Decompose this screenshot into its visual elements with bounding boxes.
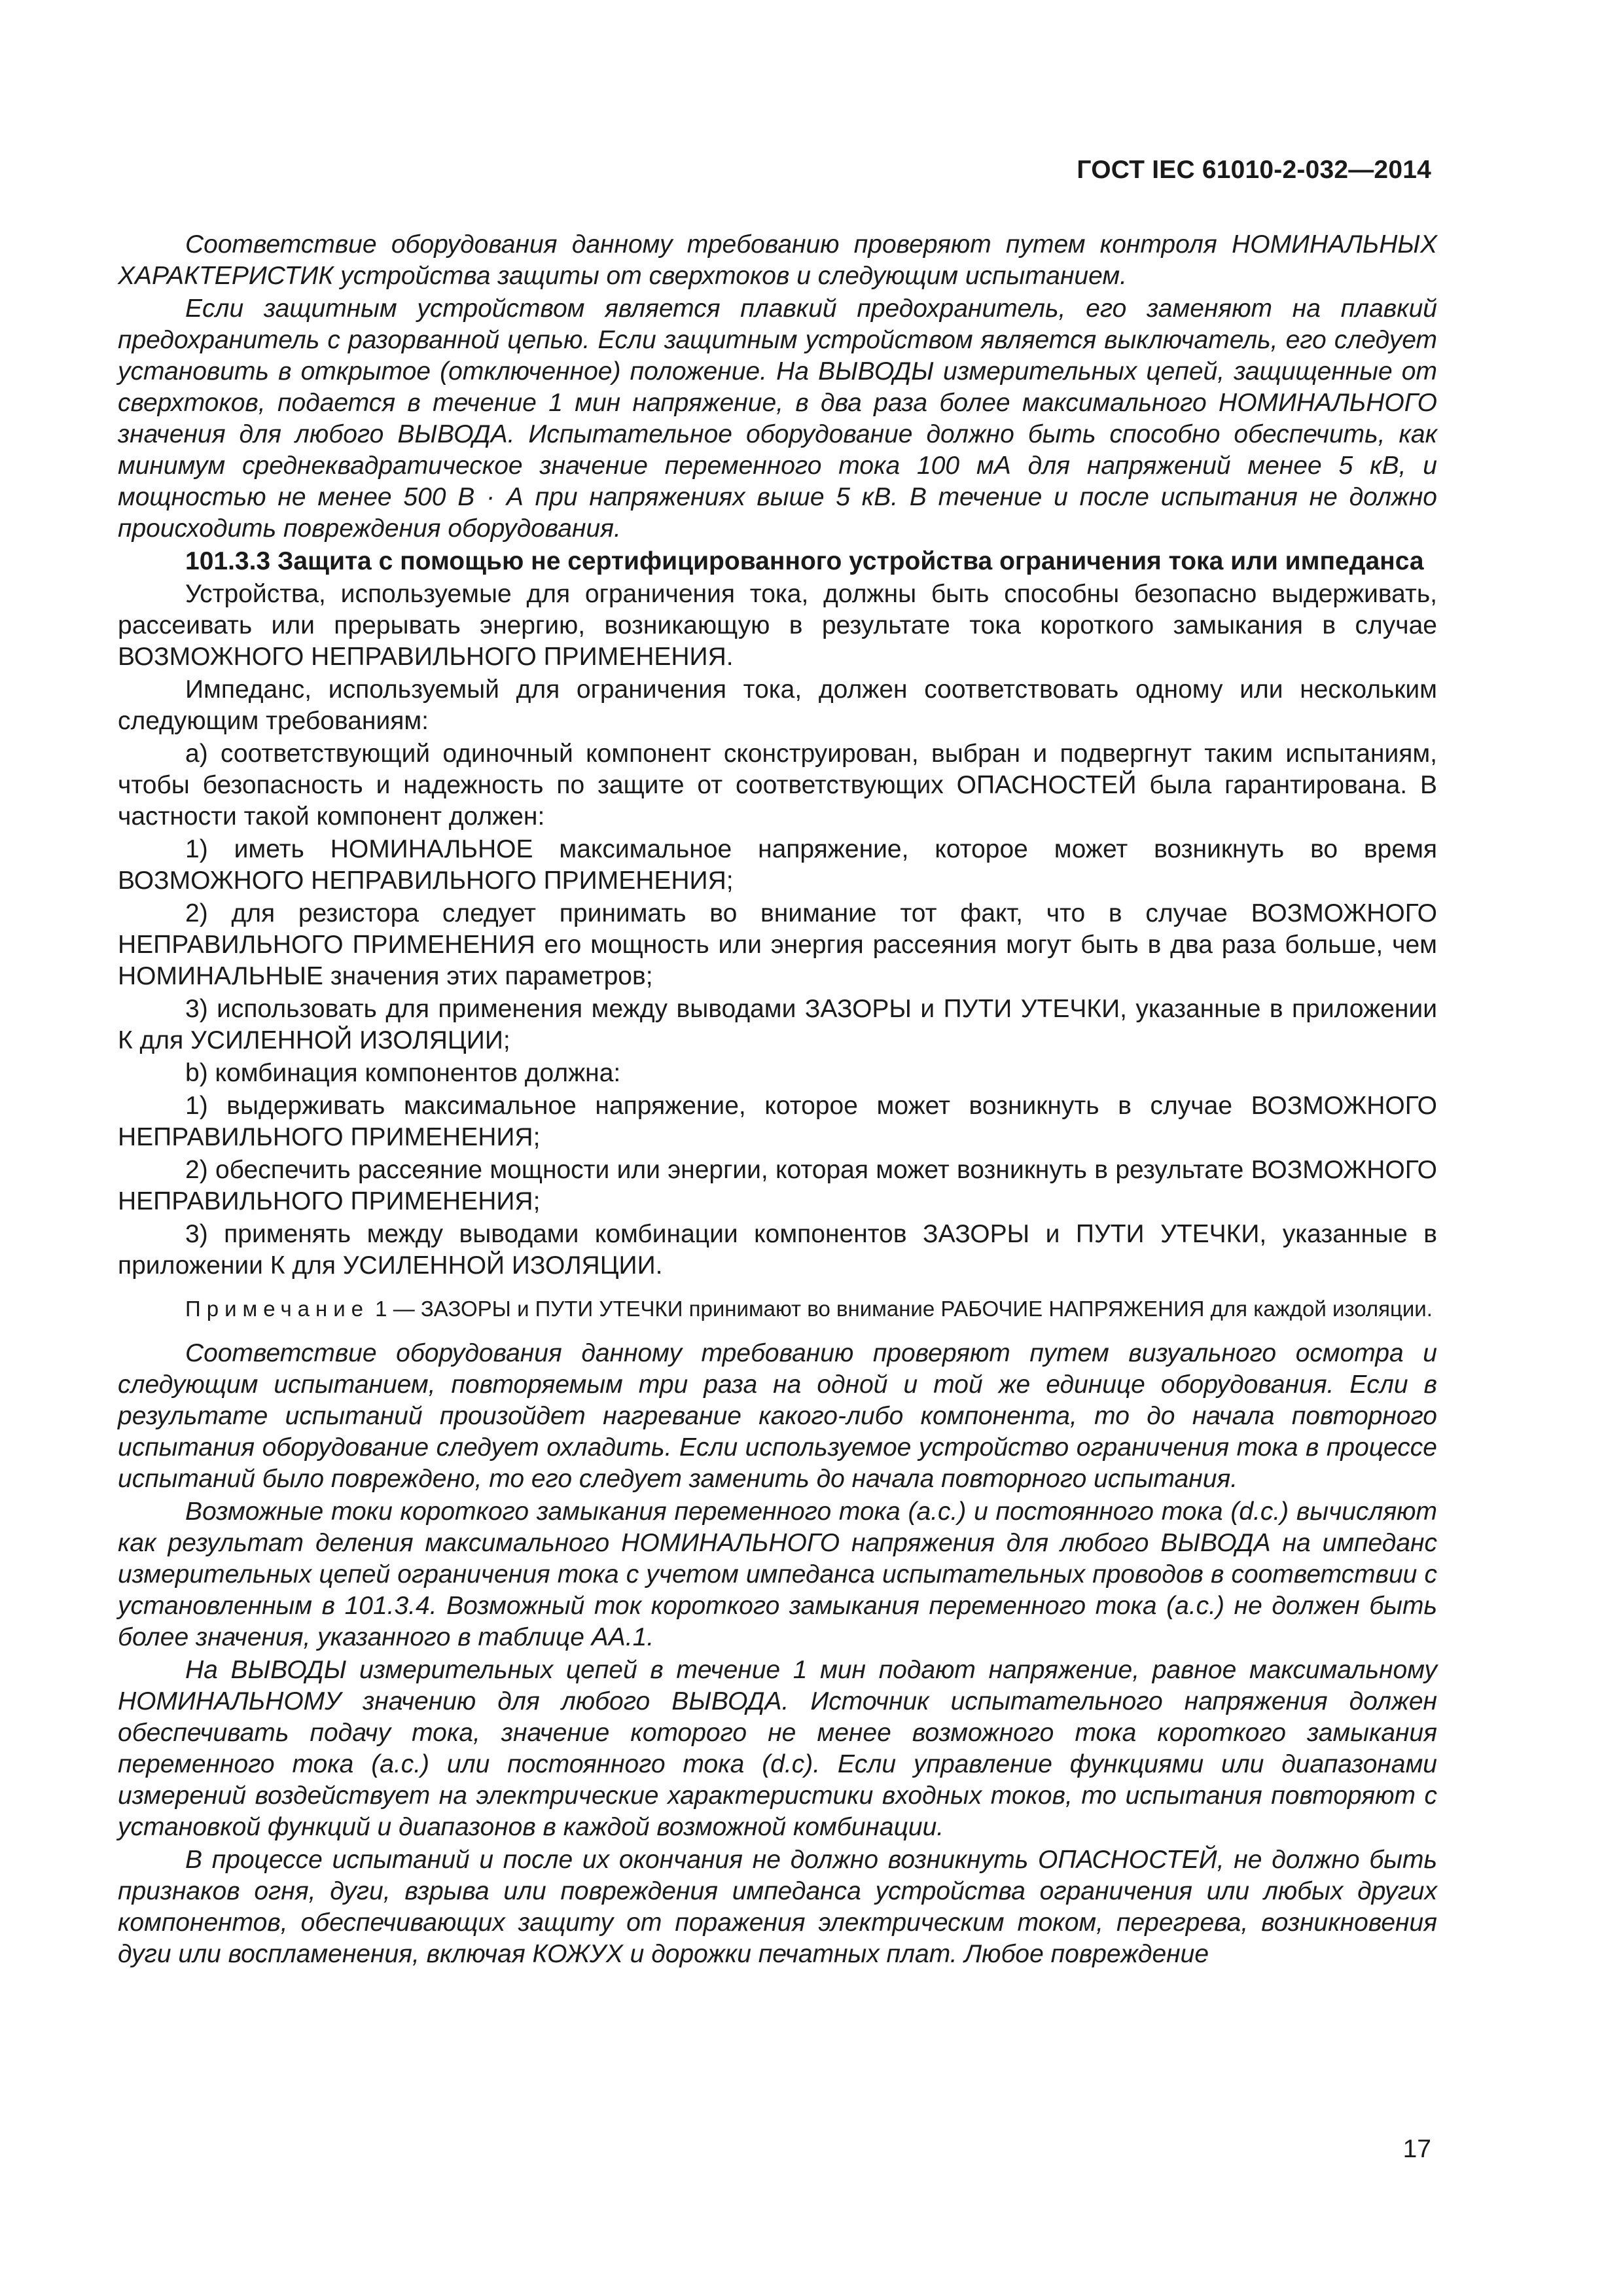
paragraph-terminal-voltage: На ВЫВОДЫ измерительных цепей в течение 1 мин подают напряжение, равное максимальному НОМИНАЛЬНОМУ значению для любого ВЫВОДА. Источник испытательного напряжения должен обеспечивать подачу тока, значение которого не менее возможного тока короткого замыкания переменного тока (a.c.) или постоянного тока (d.c). Если управление функциями или диапазонами измерений воздействует на электрические характеристики входных токов, то испытания повторяют с установкой функций и диапазонов в каждой возможной комбинации.: [118, 1656, 1437, 1841]
page-number: 17: [1402, 2135, 1431, 2163]
note-label: Примечание: [185, 1297, 370, 1321]
list-item-a-3: 3) использовать для применения между выводами ЗАЗОРЫ и ПУТИ УТЕЧКИ, указанные в приложении К для УСИЛЕННОЙ ИЗОЛЯЦИИ;: [118, 995, 1437, 1054]
section-heading-101-3-3: 101.3.3 Защита с помощью не сертифицированного устройства ограничения тока или импеданса: [185, 547, 1424, 575]
list-item-a-1: 1) иметь НОМИНАЛЬНОЕ максимальное напряжение, которое может возникнуть во время ВОЗМОЖНОГО НЕПРАВИЛЬНОГО ПРИМЕНЕНИЯ;: [118, 835, 1437, 895]
list-item-b-3: 3) применять между выводами комбинации компонентов ЗАЗОРЫ и ПУТИ УТЕЧКИ, указанные в приложении К для УСИЛЕННОЙ ИЗОЛЯЦИИ.: [118, 1220, 1437, 1280]
list-item-b-1: 1) выдерживать максимальное напряжение, которое может возникнуть в случае ВОЗМОЖНОГО НЕПРАВИЛЬНОГО ПРИМЕНЕНИЯ;: [118, 1092, 1437, 1151]
paragraph-limiting-devices: Устройства, используемые для ограничения тока, должны быть способны безопасно выдерживать, рассеивать или прерывать энергию, возникающую в результате тока короткого замыкания в случае ВОЗМОЖНОГО НЕПРАВИЛЬНОГО ПРИМЕНЕНИЯ.: [118, 580, 1437, 671]
document-header: ГОСТ IEC 61010-2-032—2014: [1077, 156, 1431, 184]
paragraph-fuse-test: Если защитным устройством является плавкий предохранитель, его заменяют на плавкий предохранитель с разорванной цепью. Если защитным устройством является выключатель, его следует установить в открытое (отключенное) положение. На ВЫВОДЫ измерительных цепей, защищенные от сверхтоков, подается в течение 1 мин напряжение, в два раза более максимального НОМИНАЛЬНОГО значения для любого ВЫВОДА. Испытательное оборудование должно быть способно обеспечить, как минимум среднеквадратическое значение переменного тока 100 мА для напряжений менее 5 кВ, и мощностью не менее 500 В · А при напряжениях выше 5 кВ. В течение и после испытания не должно происходить повреждения оборудования.: [118, 295, 1437, 543]
list-item-a: a) соответствующий одиночный компонент сконструирован, выбран и подвергнут таким испытаниям, чтобы безопасность и надежность по защите от соответствующих ОПАСНОСТЕЙ была гарантирована. В частности такой компонент должен:: [118, 740, 1437, 831]
document-body: [118, 229, 1437, 1971]
list-item-a-2: 2) для резистора следует принимать во внимание тот факт, что в случае ВОЗМОЖНОГО НЕПРАВИЛЬНОГО ПРИМЕНЕНИЯ его мощность или энергия рассеяния могут быть в два раза больше, чем НОМИНАЛЬНЫЕ значения этих параметров;: [118, 899, 1437, 990]
paragraph-impedance-requirements: Импеданс, используемый для ограничения тока, должен соответствовать одному или нескольким следующим требованиям:: [118, 675, 1437, 735]
note-text: 1 — ЗАЗОРЫ и ПУТИ УТЕЧКИ принимают во внимание РАБОЧИЕ НАПРЯЖЕНИЯ для каждой изоляции.: [369, 1297, 1433, 1321]
paragraph-visual-inspection: Соответствие оборудования данному требованию проверяют путем визуального осмотра и следующим испытанием, повторяемым три раза на одной и той же единице оборудования. Если в результате испытаний произойдет нагревание какого-либо компонента, то до начала повторного испытания оборудование следует охладить. Если используемое устройство ограничения тока в процессе испытаний было повреждено, то его следует заменить до начала повторного испытания.: [118, 1339, 1437, 1493]
paragraph-test-outcome: В процессе испытаний и после их окончания не должно возникнуть ОПАСНОСТЕЙ, не должно быть признаков огня, дуги, взрыва или повреждения импеданса устройства ограничения или любых других компонентов, обеспечивающих защиту от поражения электрическим током, перегрева, возникновения дуги или воспламенения, включая КОЖУХ и дорожки печатных плат. Любое повреждение: [118, 1846, 1437, 1968]
paragraph-short-circuit-currents: Возможные токи короткого замыкания переменного тока (a.c.) и постоянного тока (d.c.) вычисляют как результат деления максимального НОМИНАЛЬНОГО напряжения для любого ВЫВОДА на импеданс измерительных цепей ограничения тока с учетом импеданса испытательных проводов в соответствии с установленным в 101.3.4. Возможный ток короткого замыкания переменного тока (a.c.) не должен быть более значения, указанного в таблице АА.1.: [118, 1498, 1437, 1651]
list-item-b-2: 2) обеспечить рассеяние мощности или энергии, которая может возникнуть в результате ВОЗМОЖНОГО НЕПРАВИЛЬНОГО ПРИМЕНЕНИЯ;: [118, 1156, 1437, 1215]
paragraph-compliance-check: Соответствие оборудования данному требованию проверяют путем контроля НОМИНАЛЬНЫХ ХАРАКТЕРИСТИК устройства защиты от сверхтоков и следующим испытанием.: [118, 230, 1437, 290]
list-item-b: b) комбинация компонентов должна:: [185, 1059, 621, 1087]
note-1: [118, 1295, 1437, 1323]
